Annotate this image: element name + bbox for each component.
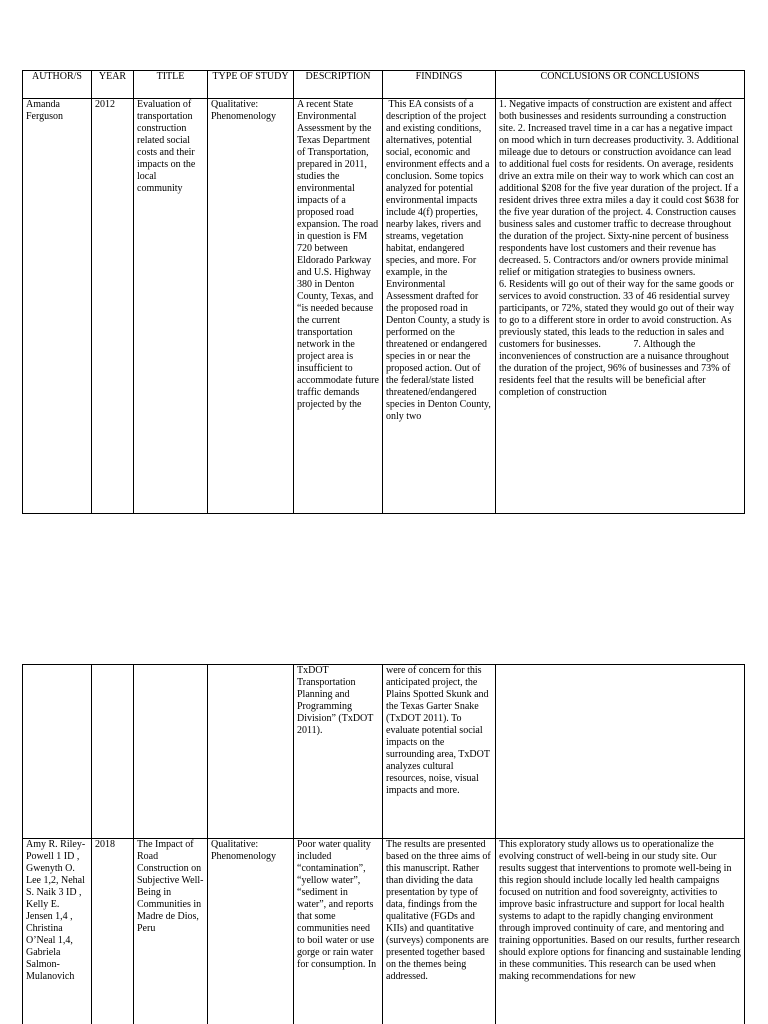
cell-findings: The results are presented based on the three aims of this manuscript. Rather than dividing the data presentation by type of data, findings from the qualitative (FGDs and KIIs) and quantitative (surveys) components are presented together based on the themes being addressed. (383, 839, 496, 1024)
header-type: TYPE OF STUDY (208, 71, 294, 99)
cell-type: Qualitative: Phenomenology (208, 99, 294, 514)
header-conclusions: CONCLUSIONS OR CONCLUSIONS (496, 71, 745, 99)
cell-title-empty (134, 665, 208, 839)
cell-title: Evaluation of transportation construction related social costs and their impacts on the local community (134, 99, 208, 514)
cell-author-empty (23, 665, 92, 839)
header-author: AUTHOR/S (23, 71, 92, 99)
table-row (23, 839, 745, 1024)
conclusions-paragraph-1: 1. Negative impacts of construction are existent and affect both businesses and residents surrounding a construction site. 2. Increased travel time in a car has a negative impact on mood which in turn decreases productivity. 3. Additional mileage due to detours or construction avoidance can lead to additional fuel costs for residents. On average, residents drive an extra mile on their way to work which can cost an additional $208 for the five year duration of the project. If a resident drives three extra miles a day it could cost $638 for the five year duration of the project. 4. Construction causes business sales and customer traffic to decrease throughout the duration of the project. Sixty-nine percent of business respondents have lost customers and their revenue has decreased. 5. Contractors and/or owners provide minimal relief or mitigation strategies to business owners. (499, 99, 739, 278)
literature-table-page-1 (22, 70, 745, 514)
cell-year-empty (92, 665, 134, 839)
cell-findings: were of concern for this anticipated project, the Plains Spotted Skunk and the Texas Garter Snake (TxDOT 2011). To evaluate potential social impacts on the surrounding area, TxDOT analyzes cultural resources, noise, visual impacts and more. (383, 665, 496, 839)
cell-conclusions-empty (496, 665, 745, 839)
cell-type: Qualitative: Phenomenology (208, 839, 294, 1024)
header-findings: FINDINGS (383, 71, 496, 99)
cell-author: Amy R. Riley-Powell 1 ID , Gwenyth O. Lee 1,2, Nehal S. Naik 3 ID , Kelly E. Jensen 1,4 , Christina O’Neal 1,4, Gabriela Salmon-Mulanovich (23, 839, 92, 1024)
header-year: YEAR (92, 71, 134, 99)
cell-year: 2018 (92, 839, 134, 1024)
cell-description: Poor water quality included “contamination”, “yellow water”, “sediment in water”, and reports that some communities need to boil water or use gorge or rain water for consumption. In (294, 839, 383, 1024)
cell-type-empty (208, 665, 294, 839)
cell-conclusions (496, 99, 745, 514)
conclusions-paragraph-2: 6. Residents will go out of their way for the same goods or services to avoid construction. 33 of 46 residential survey participants, or 72%, stated they would go out of their way to go to a different store in order to avoid construction. As previously stated, this leads to the reduction in sales and customers for businesses. 7. Although the inconveniences of construction are a nuisance throughout the duration of the project, 96% of businesses and 73% of residents feel that the results will be beneficial after completion of construction (499, 279, 734, 398)
table-row (23, 99, 745, 514)
cell-year: 2012 (92, 99, 134, 514)
cell-description: TxDOT Transportation Planning and Programming Division” (TxDOT 2011). (294, 665, 383, 839)
table-row-continuation (23, 665, 745, 839)
header-title: TITLE (134, 71, 208, 99)
cell-conclusions: This exploratory study allows us to operationalize the evolving construct of well-being in our study site. Our results suggest that interventions to promote well-being in this region should include locally led health campaigns focused on nutrition and food sovereignty, activities to improve basic infrastructure and support for local health systems to adapt to the rapidly changing environment through improved continuity of care, and mentoring and training opportunities. Based on our results, further research should explore options for financing and sustainable lending in these communities. This research can be used when making recommendations for new (496, 839, 745, 1024)
literature-table-page-2 (22, 664, 745, 1024)
cell-author: Amanda Ferguson (23, 99, 92, 514)
cell-title: The Impact of Road Construction on Subjective Well-Being in Communities in Madre de Dios, Peru (134, 839, 208, 1024)
cell-findings: This EA consists of a description of the project and existing conditions, alternatives, potential social, economic and environment effects and a conclusion. Some topics analyzed for potential environmental impacts include 4(f) properties, nearby lakes, rivers and streams, vegetation habitat, endangered species, and more. For example, in the Environmental Assessment drafted for the proposed road in Denton County, a study is performed on the threatened or endangered species in or near the proposed action. Out of the federal/state listed threatened/endangered species in Denton County, only two (383, 99, 496, 514)
table-header-row (23, 71, 745, 99)
header-description: DESCRIPTION (294, 71, 383, 99)
cell-description: A recent State Environmental Assessment by the Texas Department of Transportation, prepared in 2011, studies the environmental impacts of a proposed road expansion. The road in question is FM 720 between Eldorado Parkway and U.S. Highway 380 in Denton County, Texas, and “is needed because the current transportation network in the project area is insufficient to accommodate future traffic demands projected by the (294, 99, 383, 514)
